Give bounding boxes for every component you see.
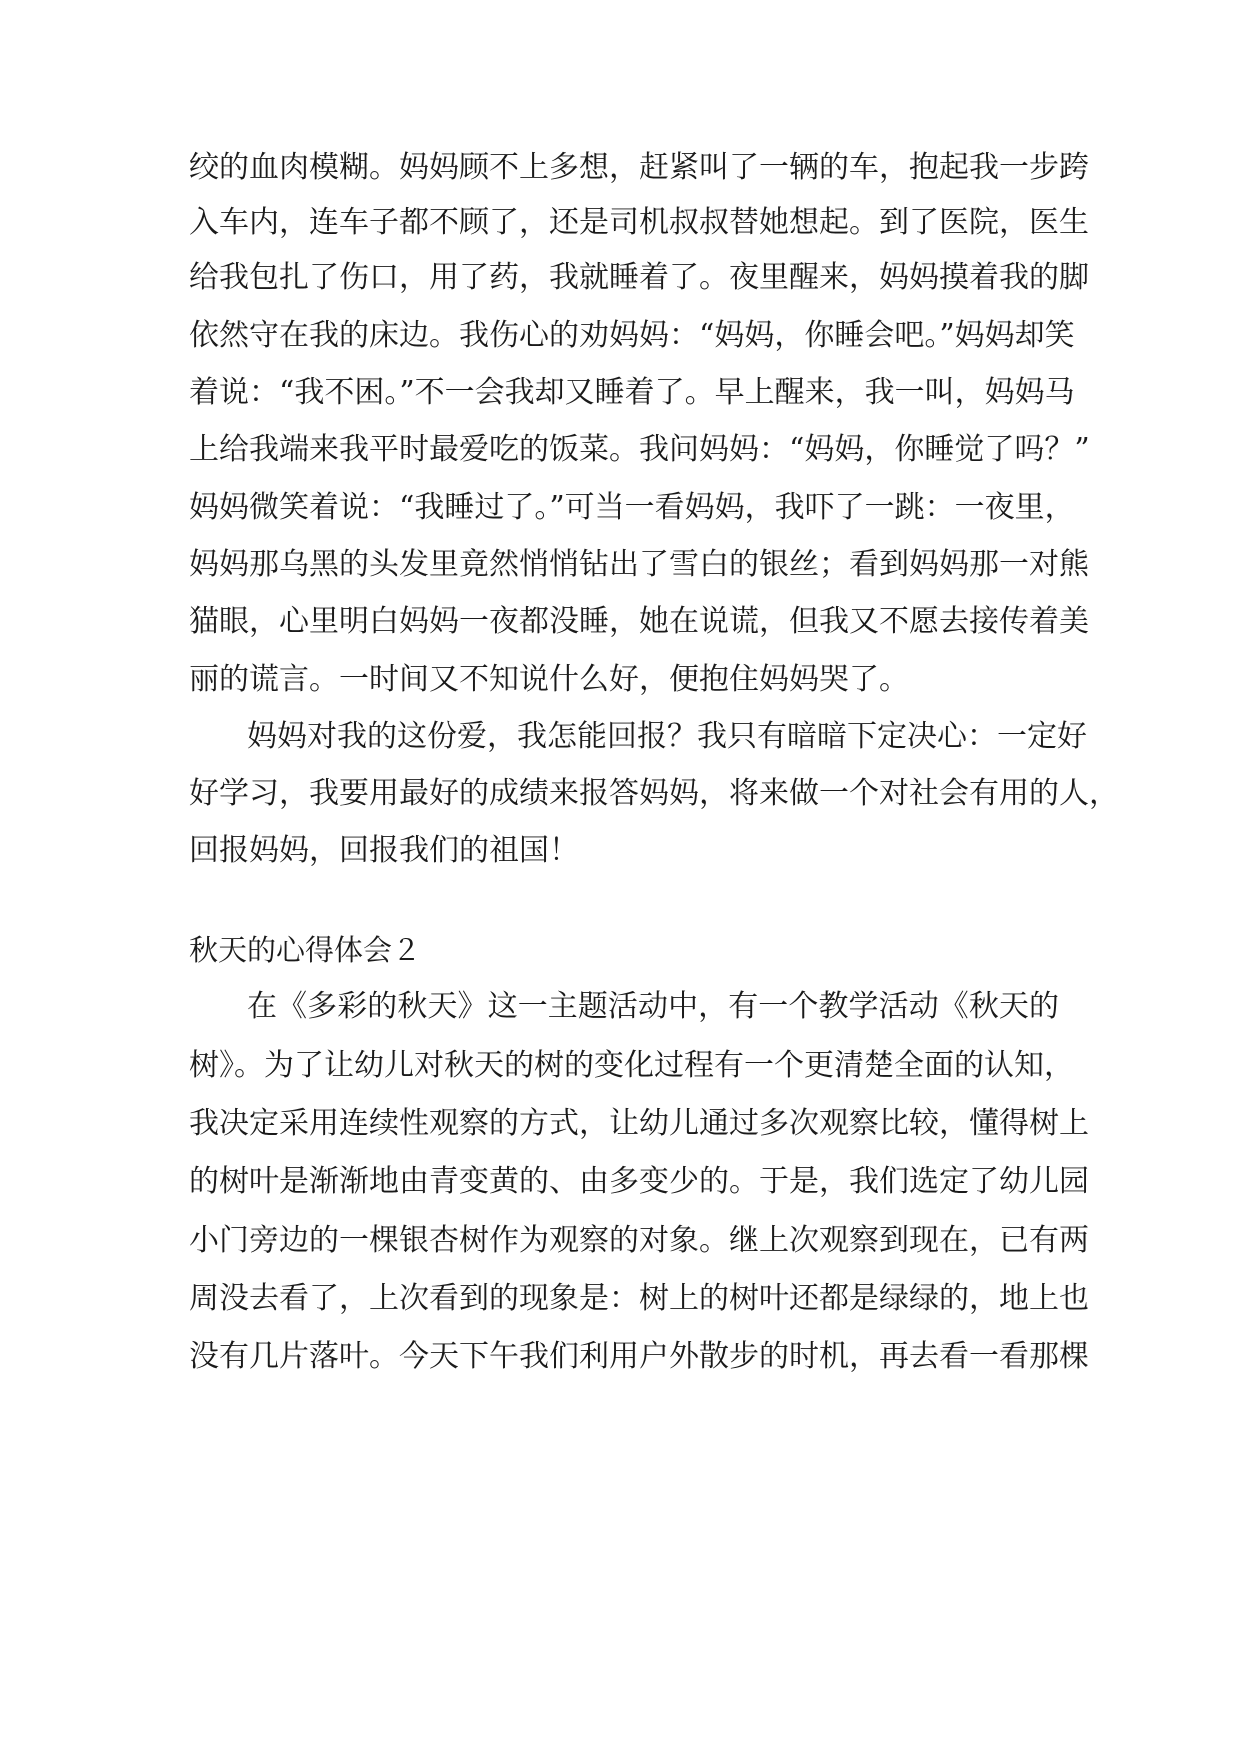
paragraph-1-line-5: 着说：“我不困。”不一会我却又睡着了。早上醒来，我一叫，妈妈马: [189, 375, 1075, 410]
paragraph-1-line-8: 妈妈那乌黑的头发里竟然悄悄钻出了雪白的银丝；看到妈妈那一对熊: [189, 547, 1089, 582]
paragraph-3-line-7: 没有几片落叶。今天下午我们利用户外散步的时机，再去看一看那棵: [189, 1339, 1089, 1374]
paragraph-1-line-9: 猫眼，心里明白妈妈一夜都没睡，她在说谎，但我又不愿去接传着美: [189, 604, 1089, 639]
paragraph-3-line-4: 的树叶是渐渐地由青变黄的、由多变少的。于是，我们选定了幼儿园: [189, 1164, 1089, 1199]
section-heading: 秋天的心得体会２: [189, 933, 422, 967]
paragraph-3-line-5: 小门旁边的一棵银杏树作为观察的对象。继上次观察到现在，已有两: [189, 1223, 1089, 1258]
paragraph-3-line-3: 我决定采用连续性观察的方式，让幼儿通过多次观察比较，懂得树上: [189, 1106, 1089, 1141]
paragraph-2-line-2: 好学习，我要用最好的成绩来报答妈妈，将来做一个对社会有用的人，: [189, 776, 1119, 811]
paragraph-1-line-1: 绞的血肉模糊。妈妈顾不上多想，赶紧叫了一辆的车，抱起我一步跨: [189, 150, 1089, 185]
paragraph-1-line-7: 妈妈微笑着说：“我睡过了。”可当一看妈妈，我吓了一跳：一夜里，: [189, 490, 1075, 525]
paragraph-1-line-4: 依然守在我的床边。我伤心的劝妈妈：“妈妈，你睡会吧。”妈妈却笑: [189, 318, 1075, 353]
paragraph-3-line-6: 周没去看了，上次看到的现象是：树上的树叶还都是绿绿的，地上也: [189, 1281, 1089, 1316]
paragraph-2-line-1: 妈妈对我的这份爱，我怎能回报？我只有暗暗下定决心：一定好: [247, 719, 1087, 754]
paragraph-1-line-3: 给我包扎了伤口，用了药，我就睡着了。夜里醒来，妈妈摸着我的脚: [189, 260, 1089, 295]
paragraph-3-line-1: 在《多彩的秋天》这一主题活动中，有一个教学活动《秋天的: [247, 989, 1059, 1024]
paragraph-2-line-3: 回报妈妈，回报我们的祖国！: [189, 833, 579, 868]
paragraph-1-line-10: 丽的谎言。一时间又不知说什么好，便抱住妈妈哭了。: [189, 662, 909, 697]
paragraph-3-line-2: 树》。为了让幼儿对秋天的树的变化过程有一个更清楚全面的认知，: [189, 1048, 1074, 1083]
paragraph-1-line-6: 上给我端来我平时最爱吃的饭菜。我问妈妈：“妈妈，你睡觉了吗？”: [189, 432, 1090, 467]
paragraph-1-line-2: 入车内，连车子都不顾了，还是司机叔叔替她想起。到了医院，医生: [189, 205, 1089, 240]
